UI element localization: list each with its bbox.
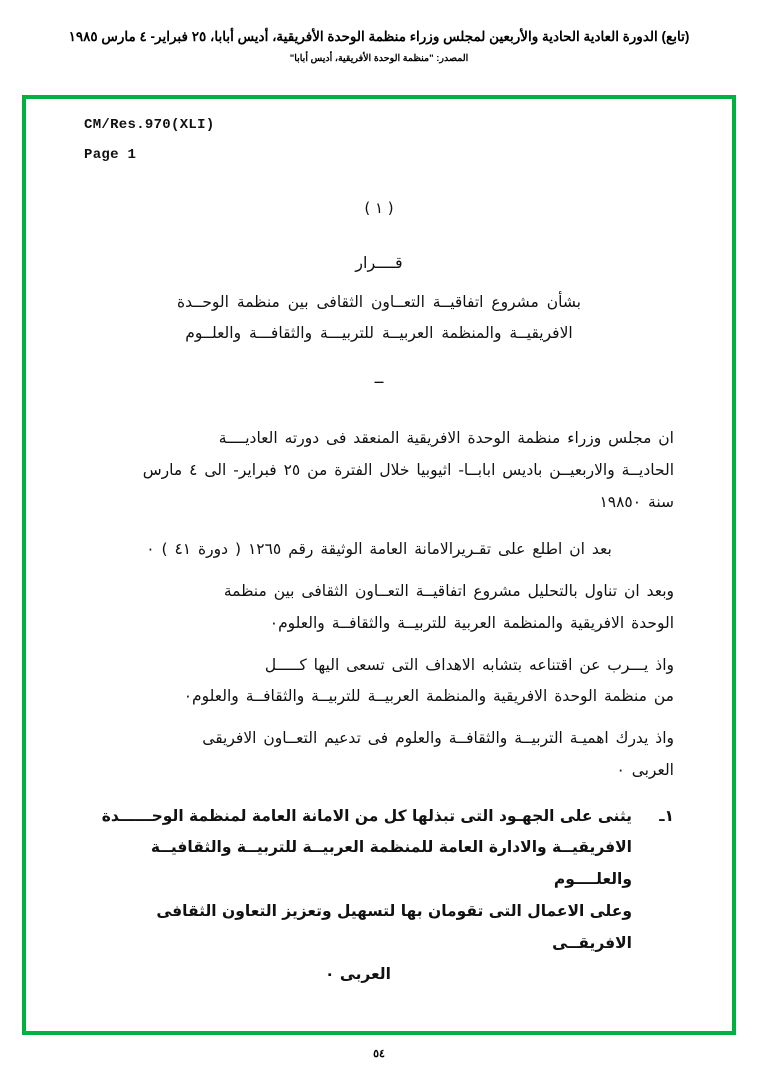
operative-1-line-2: الافريقيــة والادارة العامة للمنظمة العربيــة للتربيــة والثقافيــة والعلــــوم bbox=[150, 838, 632, 889]
resolution-title-line-2: الافريقيــة والمنظمة العربيــة للتربيـــة والثقافـــة والعلــوم bbox=[185, 324, 573, 342]
scanned-document-body bbox=[26, 99, 732, 1031]
scanned-document-frame bbox=[22, 95, 736, 1035]
header-title: (تابع) الدورة العادية الحادية والأربعين لمجلس وزراء منظمة الوحدة الأفريقية، أديس أبابا، ٢٥ فبراير- ٤ مارس ١٩٨٥ bbox=[68, 29, 690, 44]
preamble-1-line-1: ان مجلس وزراء منظمة الوحدة الافريقية المنعقد فى دورته العاديــــة bbox=[218, 429, 674, 447]
resolution-title-word: قــــرار bbox=[355, 253, 403, 272]
operative-item-1-number: ١ـ bbox=[659, 806, 674, 825]
preamble-3-line-1: وبعد ان تناول بالتحليل مشروع اتفاقيــة التعــاون الثقافى بين منظمة bbox=[223, 582, 674, 601]
operative-item-1-body bbox=[84, 801, 632, 992]
preamble-4-line-2: من منظمة الوحدة الافريقية والمنظمة العربيــة للتربيــة والثقافــة والعلوم٠ bbox=[183, 687, 674, 706]
preamble-5-line-2: العربى ٠ bbox=[616, 760, 674, 779]
resolution-title-block bbox=[26, 247, 732, 393]
document-page-label: Page 1 bbox=[84, 147, 137, 163]
preamble-2-line-1: بعد ان اطلع على تقـريرالامانة العامة الوثيقة رقم ١٢٦٥ ( دورة ٤١ ) ٠ bbox=[146, 540, 612, 559]
operative-1-line-1: يثنى على الجهـود التى تبذلها كل من الامانة العامة لمنظمة الوحــــــدة bbox=[101, 806, 632, 825]
page-header bbox=[0, 0, 758, 64]
preamble-3-line-2: الوحدة الافريقية والمنظمة العربية للتربيــة والثقافــة والعلوم٠ bbox=[269, 613, 674, 632]
preamble-1-line-3: سنة ١٩٨٥٠ bbox=[599, 492, 674, 511]
document-text-area bbox=[26, 199, 732, 991]
preamble-paragraph-1 bbox=[84, 423, 674, 518]
preamble-paragraph-5 bbox=[84, 723, 674, 787]
preamble-5-line-1: واذ يدرك اهميـة التربيــة والثقافــة والعلوم فى تدعيم التعــاون الافريقى bbox=[202, 729, 674, 748]
resolution-number-marker: ( ١ ) bbox=[364, 199, 394, 217]
title-dash-separator: ــ bbox=[374, 369, 384, 387]
header-source: المصدر: "منظمة الوحدة الأفريقية، أديس أبابا" bbox=[289, 53, 469, 65]
preamble-4-line-1: واذ يـــرب عن اقتناعه بتشابه الاهداف التى تسعى اليها كـــــل bbox=[264, 655, 674, 674]
page-folio-number: ٥٤ bbox=[373, 1048, 385, 1060]
preamble-paragraph-4 bbox=[84, 650, 674, 714]
preamble-paragraph-3 bbox=[84, 576, 674, 640]
operative-item-1 bbox=[84, 801, 674, 992]
preamble-paragraph-2 bbox=[84, 534, 674, 566]
preamble-1-line-2: الحاديــة والاربعيــن باديس ابابــا- اثيوبيا خلال الفترة من ٢٥ فبراير- الى ٤ مارس bbox=[142, 460, 674, 479]
operative-1-line-4: العربى ٠ bbox=[325, 965, 391, 984]
resolution-title-line-1: بشأن مشروع اتفاقيــة التعــاون الثقافى بين منظمة الوحــدة bbox=[177, 293, 581, 311]
operative-1-line-3: وعلى الاعمال التى تقومان بها لتسهيل وتعزيز التعاون الثقافى الافريقــى bbox=[156, 901, 632, 952]
document-code: CM/Res.970(XLI) bbox=[84, 117, 215, 133]
